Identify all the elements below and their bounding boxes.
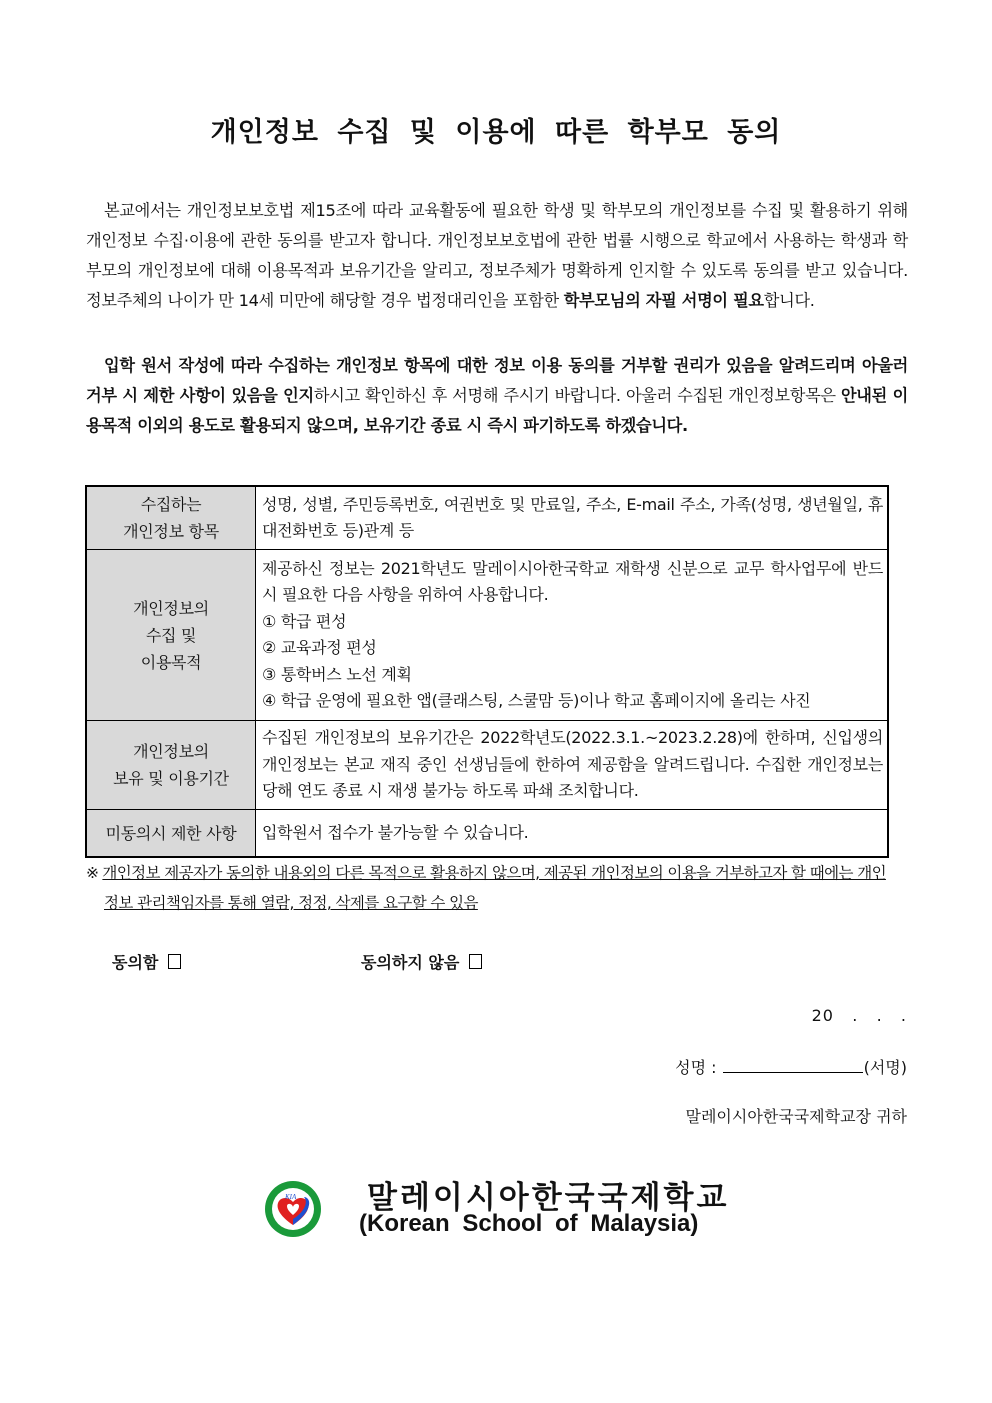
row-content: 입학원서 접수가 불가능할 수 있습니다.: [256, 810, 889, 858]
addressee: 말레이시아한국국제학교장 귀하: [685, 1107, 907, 1126]
purpose-item: ② 교육과정 편성: [262, 638, 377, 657]
purpose-item: ③ 통학버스 노선 계획: [262, 664, 412, 684]
header-line: 이용목적: [140, 652, 202, 672]
header-line: 개인정보 항목: [123, 522, 219, 541]
document-title: 개인정보 수집 및 이용에 따른 학부모 동의: [210, 117, 782, 148]
signature-field[interactable]: [723, 1058, 863, 1073]
notice-bold-2: 안내된 이용목적 이외의 용도로 활용되지 않으며, 보유기간 종료 시 즉시 파기하도록 하겠습니다.: [86, 386, 909, 435]
header-line: 수집하는: [140, 495, 202, 514]
header-line: 수집 및: [145, 625, 197, 645]
row-header: [86, 810, 256, 858]
notice-plain-1: 하시고 확인하신 후 서명해 주시기 바랍니다. 아울러 수집된 개인정보항목은: [313, 386, 841, 405]
school-logo-icon: [263, 1179, 323, 1239]
notice-paragraph: [86, 351, 908, 441]
sign-suffix: (서명): [863, 1058, 907, 1077]
header-line: 미동의시 제한 사항: [105, 823, 237, 843]
purpose-item: ④ 학급 운영에 필요한 앱(클래스팅, 스쿨맘 등)이나 학교 홈페이지에 올리는 사진: [262, 691, 811, 710]
purpose-item: ① 학급 편성: [262, 611, 347, 631]
intro-paragraph: [86, 196, 908, 316]
agree-checkbox[interactable]: [168, 954, 181, 969]
disagree-label: 동의하지 않음: [361, 953, 460, 972]
purpose-intro: 제공하신 정보는 2021학년도 말레이시아한국학교 재학생 신분으로 교무 학사업무에 반드시 필요한 다음 사항을 위하여 사용합니다.: [262, 558, 883, 604]
svg-text:KIA: KIA: [285, 1193, 297, 1201]
signature-line: [675, 1055, 907, 1078]
intro-text: 본교에서는 개인정보보호법 제15조에 따라 교육활동에 필요한 학생 및 학부모의 개인정보를 수집 및 활용하기 위해 개인정보 수집·이용에 관한 동의를 받고자 합니다. 개인정보보호법에 관한 법률 시행으로 학교에서 사용하는 학생과 학부모의 개인정보에 대해 이용목적과 보유기간을 알리고, 정보주체가 명확하게 인지할 수 있도록 동의를 받고 있습니다. 정보주체의 나이가 만 14세 미만에 해당할 경우 법정대리인을 포함한: [86, 201, 908, 310]
disagree-option[interactable]: [361, 950, 482, 973]
agree-option[interactable]: [112, 950, 181, 973]
school-name-korean: 말레이시아한국국제학교: [367, 1180, 730, 1216]
table-row-purpose: [86, 550, 888, 721]
intro-text-end: 합니다.: [763, 291, 815, 310]
table-row-retention: [86, 721, 888, 810]
row-header: [86, 721, 256, 810]
school-footer: [263, 1172, 730, 1242]
reference-mark: ※: [86, 864, 99, 882]
intro-bold-text: 학부모님의 자필 서명이 필요: [563, 291, 764, 310]
footnote: [86, 858, 910, 918]
footnote-line-1: 개인정보 제공자가 동의한 내용외의 다른 목적으로 활용하지 않으며, 제공된 개인정보의 이용을 거부하고자 할 때에는 개인: [102, 864, 886, 882]
header-line: 개인정보의: [133, 598, 209, 618]
table-row-collected-items: [86, 486, 888, 550]
notice-bold-1: 입학 원서 작성에 따라 수집하는 개인정보 항목에 대한 정보 이용 동의를 거부할 권리가 있음을 알려드리며 아울러 거부 시 제한 사항이 있음을 인지: [86, 356, 908, 405]
row-content: 성명, 성별, 주민등록번호, 여권번호 및 만료일, 주소, E-mail 주소, 가족(성명, 생년월일, 휴대전화번호 등)관계 등: [256, 486, 889, 550]
header-line: 개인정보의: [133, 742, 209, 761]
agree-label: 동의함: [112, 953, 159, 972]
table-row-restriction: [86, 810, 888, 858]
date-field[interactable]: 20 . . .: [811, 1006, 907, 1025]
footnote-line-2: 정보 관리책임자를 통해 열람, 정정, 삭제를 요구할 수 있음: [104, 894, 478, 912]
row-content: 수집된 개인정보의 보유기간은 2022학년도(2022.3.1.~2023.2.28)에 한하며, 신입생의 개인정보는 본교 재직 중인 선생님들에 한하여 제공함을 알려드립니다. 수집한 개인정보는 당해 연도 종료 시 재생 불가능 하도록 파쇄 조치합니다.: [256, 721, 889, 810]
header-line: 보유 및 이용기간: [113, 769, 229, 788]
school-name-english: (Korean School of Malaysia): [359, 1210, 699, 1237]
privacy-info-table: [85, 485, 889, 858]
row-header: [86, 550, 256, 721]
row-content: [256, 550, 889, 721]
disagree-checkbox[interactable]: [469, 954, 482, 969]
row-header: [86, 486, 256, 550]
name-label: 성명 :: [675, 1058, 717, 1077]
